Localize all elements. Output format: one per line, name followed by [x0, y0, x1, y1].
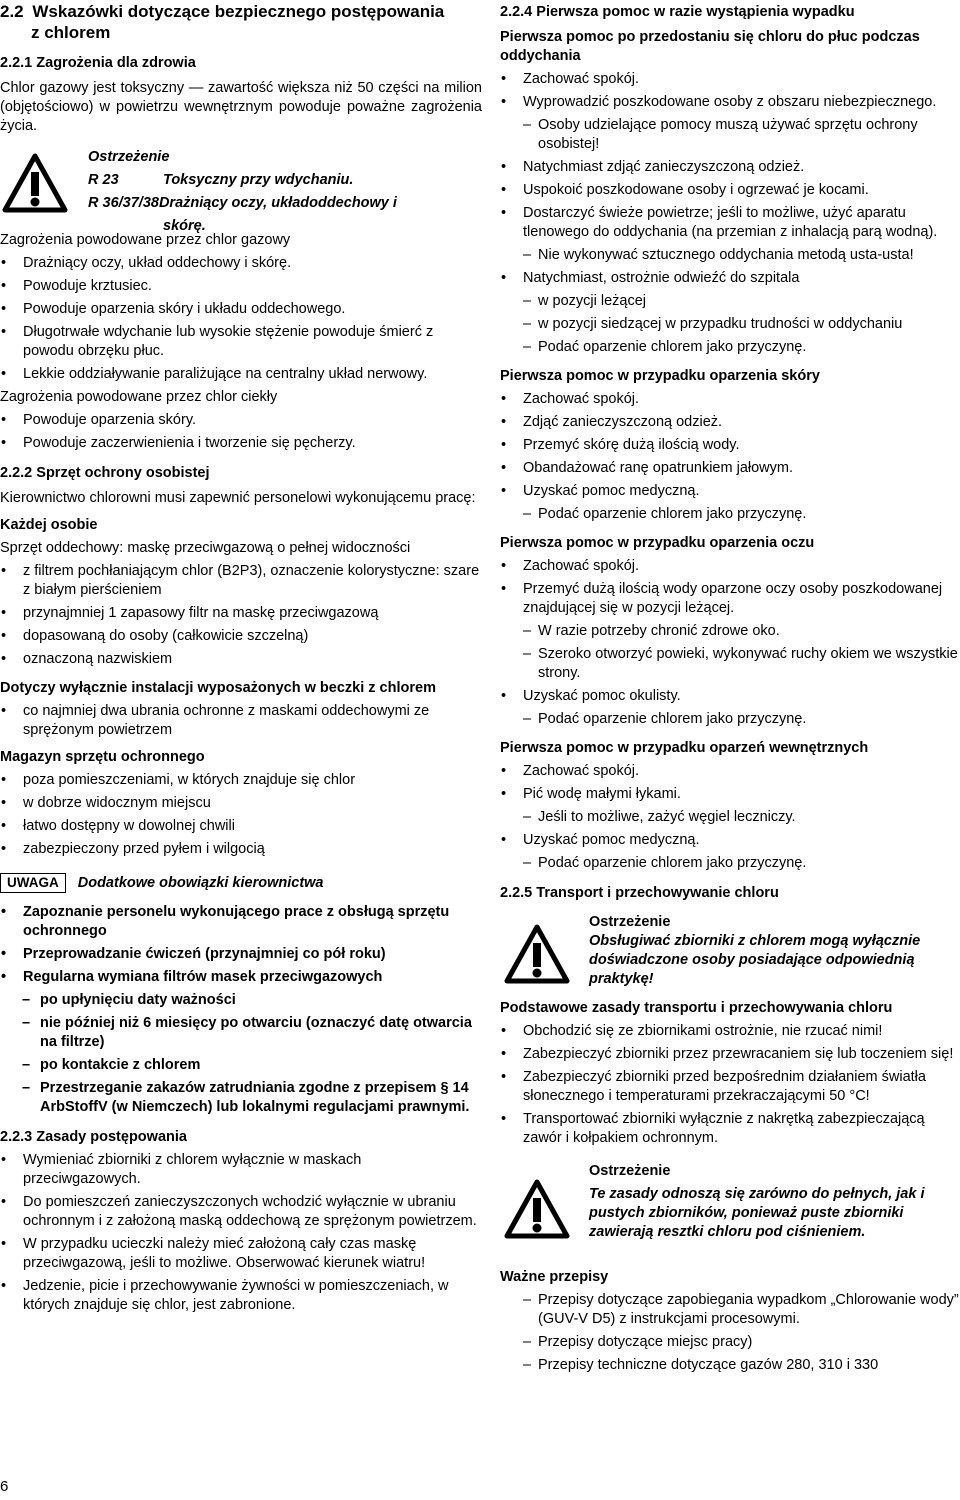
dash-item: – Przepisy techniczne dotyczące gazów 280, 310 i 330 — [500, 1356, 960, 1375]
list-item: • Wyprowadzić poszkodowane osoby z obszaru niebezpiecznego. — [500, 93, 960, 112]
warning-box-toxic — [0, 144, 482, 234]
uwaga-block — [0, 873, 482, 1117]
each-person-intro: Sprzęt oddechowy: maskę przeciwgazową o pełnej widoczności — [0, 540, 411, 556]
eye-list-cont — [500, 687, 960, 706]
each-person-list — [0, 562, 482, 669]
skin-heading: Pierwsza pomoc w przypadku oparzenia skóry — [500, 368, 820, 384]
warning-box-empty-tanks — [500, 1162, 960, 1262]
lungs-list-cont2 — [500, 269, 960, 288]
uwaga-subitem: – Przestrzeganie zakazów zatrudniania zgodne z przepisem § 14 ArbStoffV (w Niemczech) lub lokalnymi regulacjami prawnymi. — [0, 1079, 482, 1117]
list-item: • Powoduje oparzenia skóry i układu oddechowego. — [0, 300, 482, 319]
list-item: • Powoduje krztusiec. — [0, 277, 482, 296]
list-item: • Dostarczyć świeże powietrze; jeśli to możliwe, użyć aparatu tlenowego do oddychania (na przemian z inhalacją parą wodną). — [500, 204, 960, 242]
list-item: • Natychmiast, ostrożnie odwieźć do szpitala — [500, 269, 960, 288]
list-item: • Powoduje oparzenia skóry. — [0, 411, 482, 430]
list-item: • Zabezpieczyć zbiorniki przed bezpośrednim działaniem światła słonecznego i temperaturami przekraczającymi 50 °C! — [500, 1068, 960, 1106]
health-intro: Chlor gazowy jest toksyczny — zawartość większa niż 50 części na milion (objętościowo) w powietrzu wewnętrznym powoduje poważne zagrożenia życia. — [0, 80, 482, 134]
barrels-heading: Dotyczy wyłącznie instalacji wyposażonych w beczki z chlorem — [0, 680, 436, 696]
list-item: • przynajmniej 1 zapasowy filtr na maskę przeciwgazową — [0, 604, 482, 623]
transport-list — [500, 1022, 960, 1148]
left-column — [0, 0, 482, 1319]
lungs-heading: Pierwsza pomoc po przedostaniu się chloru do płuc podczas oddychania — [500, 29, 920, 64]
section-number: 2.2 — [0, 2, 24, 21]
section-title-line2: z chlorem — [31, 23, 111, 42]
warning-title: Ostrzeżenie — [88, 149, 170, 165]
uwaga-subitem: – po kontakcie z chlorem — [0, 1056, 482, 1075]
list-item: • Przemyć skórę dużą ilością wody. — [500, 436, 960, 455]
eye-list — [500, 557, 960, 618]
list-item: • Lekkie oddziaływanie paraliżujące na centralny układ nerwowy. — [0, 365, 482, 384]
list-item: • zabezpieczony przed pyłem i wilgocią — [0, 840, 482, 859]
list-item: • Zachować spokój. — [500, 762, 960, 781]
list-item: • Zachować spokój. — [500, 390, 960, 409]
dash-item: – Podać oparzenie chlorem jako przyczynę. — [500, 710, 960, 729]
uwaga-subitem: – nie później niż 6 miesięcy po otwarciu (oznaczyć datę otwarcia na filtrze) — [0, 1014, 482, 1052]
list-item: • Drażniący oczy, układ oddechowy i skórę. — [0, 254, 482, 273]
liquid-hazards-list — [0, 411, 482, 453]
eye-heading: Pierwsza pomoc w przypadku oparzenia oczu — [500, 535, 815, 551]
list-item: • Uspokoić poszkodowane osoby i ogrzewać je kocami. — [500, 181, 960, 200]
dash-item: – Przepisy dotyczące miejsc pracy) — [500, 1333, 960, 1352]
dash-item: – w pozycji leżącej — [500, 292, 960, 311]
r36-text: Drażniący oczy, układoddechowy i — [158, 195, 397, 211]
dash-item: – Nie wykonywać sztucznego oddychania metodą usta-usta! — [500, 246, 960, 265]
list-item: • Pić wodę małymi łykami. — [500, 785, 960, 804]
warning-title: Ostrzeżenie — [589, 1163, 671, 1179]
uwaga-title: Dodatkowe obowiązki kierownictwa — [77, 874, 324, 891]
list-item: • Uzyskać pomoc medyczną. — [500, 831, 960, 850]
conduct-rules-list — [0, 1151, 482, 1315]
right-column — [500, 0, 960, 1379]
transport-heading: Podstawowe zasady transportu i przechowywania chloru — [500, 1000, 893, 1016]
rules-heading: Ważne przepisy — [500, 1269, 609, 1285]
dash-item: – Podać oparzenie chlorem jako przyczynę. — [500, 338, 960, 357]
lungs-list-cont — [500, 158, 960, 242]
subsection-title-225: 2.2.5 Transport i przechowywanie chloru — [500, 885, 779, 901]
list-item: • oznaczoną nazwiskiem — [0, 650, 482, 669]
list-item: • Zabezpieczyć zbiorniki przez przewracaniem się lub toczeniem się! — [500, 1045, 960, 1064]
uwaga-badge: UWAGA — [0, 873, 66, 893]
list-item: • Wymieniać zbiorniki z chlorem wyłącznie w maskach przeciwgazowych. — [0, 1151, 482, 1189]
dash-item: – Szeroko otworzyć powieki, wykonywać ruchy okiem we wszystkie strony. — [500, 645, 960, 683]
internal-list — [500, 762, 960, 804]
list-item: • Zachować spokój. — [500, 557, 960, 576]
subsection-title-224: 2.2.4 Pierwsza pomoc w razie wystąpienia wypadku — [500, 4, 855, 20]
r23-text: Toksyczny przy wdychaniu. — [163, 172, 354, 188]
list-item: • Regularna wymiana filtrów masek przeciwgazowych — [0, 968, 482, 987]
dash-item: – Jeśli to możliwe, zażyć węgiel leczniczy. — [500, 808, 960, 827]
list-item: • Obchodzić się ze zbiornikami ostrożnie, nie rzucać nimi! — [500, 1022, 960, 1041]
list-item: • Zachować spokój. — [500, 70, 960, 89]
warning-triangle-icon — [2, 152, 68, 214]
uwaga-list — [0, 903, 482, 987]
warning-text: Obsługiwać zbiorniki z chlorem mogą wyłącznie doświadczone osoby posiadające odpowiednią praktykę! — [589, 933, 921, 987]
each-person-heading: Każdej osobie — [0, 517, 98, 533]
subsection-title-221: 2.2.1 Zagrożenia dla zdrowia — [0, 55, 196, 71]
uwaga-subitem: – po upłynięciu daty ważności — [0, 991, 482, 1010]
section-heading — [0, 1, 482, 22]
r23-code: R 23 — [88, 172, 119, 188]
r36-code: R 36/37/38 — [88, 195, 159, 211]
warning-box-handling — [500, 913, 960, 995]
r36-text-cont: skórę. — [163, 218, 206, 234]
storage-list — [0, 771, 482, 859]
list-item: • co najmniej dwa ubrania ochronne z maskami oddechowymi ze sprężonym powietrzem — [0, 702, 482, 740]
gas-hazards-list — [0, 254, 482, 384]
list-item: • z filtrem pochłaniającym chlor (B2P3), oznaczenie kolorystyczne: szare z białym pierścieniem — [0, 562, 482, 600]
list-item: • dopasowaną do osoby (całkowicie szczelną) — [0, 627, 482, 646]
dash-item: – Podać oparzenie chlorem jako przyczynę. — [500, 854, 960, 873]
subsection-title-223: 2.2.3 Zasady postępowania — [0, 1129, 187, 1145]
list-item: • Uzyskać pomoc medyczną. — [500, 482, 960, 501]
r23-line — [88, 171, 397, 190]
warning-title: Ostrzeżenie — [589, 914, 671, 930]
storage-heading: Magazyn sprzętu ochronnego — [0, 749, 205, 765]
dash-item: – Przepisy dotyczące zapobiegania wypadkom „Chlorowanie wody” (GUV-V D5) z instrukcjami procesowymi. — [500, 1291, 960, 1329]
dash-item: – Podać oparzenie chlorem jako przyczynę. — [500, 505, 960, 524]
warning-text: Te zasady odnoszą się zarówno do pełnych, jak i pustych zbiorników, ponieważ puste zbiorniki zawierają resztki chloru pod ciśnieniem. — [589, 1186, 925, 1240]
liquid-hazards-heading: Zagrożenia powodowane przez chlor ciekły — [0, 389, 278, 405]
list-item: • łatwo dostępny w dowolnej chwili — [0, 817, 482, 836]
dash-item: – W razie potrzeby chronić zdrowe oko. — [500, 622, 960, 641]
list-item: • poza pomieszczeniami, w których znajduje się chlor — [0, 771, 482, 790]
list-item: • Powoduje zaczerwienienia i tworzenie się pęcherzy. — [0, 434, 482, 453]
section-title-line1: Wskazówki dotyczące bezpiecznego postępowania — [32, 2, 445, 21]
uwaga-header — [0, 873, 482, 893]
list-item: • Zapoznanie personelu wykonującego prace z obsługą sprzętu ochronnego — [0, 903, 482, 941]
list-item: • W przypadku ucieczki należy mieć założoną cały czas maskę przeciwgazową, jeśli to możliwe. Obserwować kierunek wiatru! — [0, 1235, 482, 1273]
internal-heading: Pierwsza pomoc w przypadku oparzeń wewnętrznych — [500, 740, 869, 756]
list-item: • w dobrze widocznym miejscu — [0, 794, 482, 813]
list-item: • Do pomieszczeń zanieczyszczonych wchodzić wyłącznie w ubraniu ochronnym i z założoną maską oddechową ze sprężonym powietrzem. — [0, 1193, 482, 1231]
internal-list-cont — [500, 831, 960, 850]
warning-triangle-icon — [504, 1178, 570, 1240]
dash-item: – w pozycji siedzącej w przypadku trudności w oddychaniu — [500, 315, 960, 334]
list-item: • Przemyć dużą ilością wody oparzone oczy osoby poszkodowanej znajdującej się w pozycji leżącej. — [500, 580, 960, 618]
list-item: • Przeprowadzanie ćwiczeń (przynajmniej co pół roku) — [0, 945, 482, 964]
list-item: • Uzyskać pomoc okulisty. — [500, 687, 960, 706]
list-item: • Jedzenie, picie i przechowywanie żywności w pomieszczeniach, w których znajduje się chlor, jest zabronione. — [0, 1277, 482, 1315]
page-number: 6 — [0, 1478, 9, 1495]
lungs-list — [500, 70, 960, 112]
list-item: • Transportować zbiorniki wyłącznie z nakrętką zabezpieczającą zawór i kołpakiem ochronnym. — [500, 1110, 960, 1148]
list-item: • Obandażować ranę opatrunkiem jałowym. — [500, 459, 960, 478]
list-item: • Natychmiast zdjąć zanieczyszczoną odzież. — [500, 158, 960, 177]
list-item: • Zdjąć zanieczyszczoną odzież. — [500, 413, 960, 432]
dash-item: – Osoby udzielające pomocy muszą używać sprzętu ochrony osobistej! — [500, 116, 960, 154]
skin-list — [500, 390, 960, 501]
gas-hazards-heading-text: Zagrożenia powodowane przez chlor gazowy — [0, 232, 291, 248]
r36-line — [88, 194, 397, 213]
ppe-intro: Kierownictwo chlorowni musi zapewnić personelowi wykonującemu pracę: — [0, 490, 476, 506]
barrels-list — [0, 702, 482, 740]
list-item: • Długotrwałe wdychanie lub wysokie stężenie powoduje śmierć z powodu obrzęku płuc. — [0, 323, 482, 361]
warning-triangle-icon — [504, 923, 570, 985]
subsection-title-222: 2.2.2 Sprzęt ochrony osobistej — [0, 465, 210, 481]
